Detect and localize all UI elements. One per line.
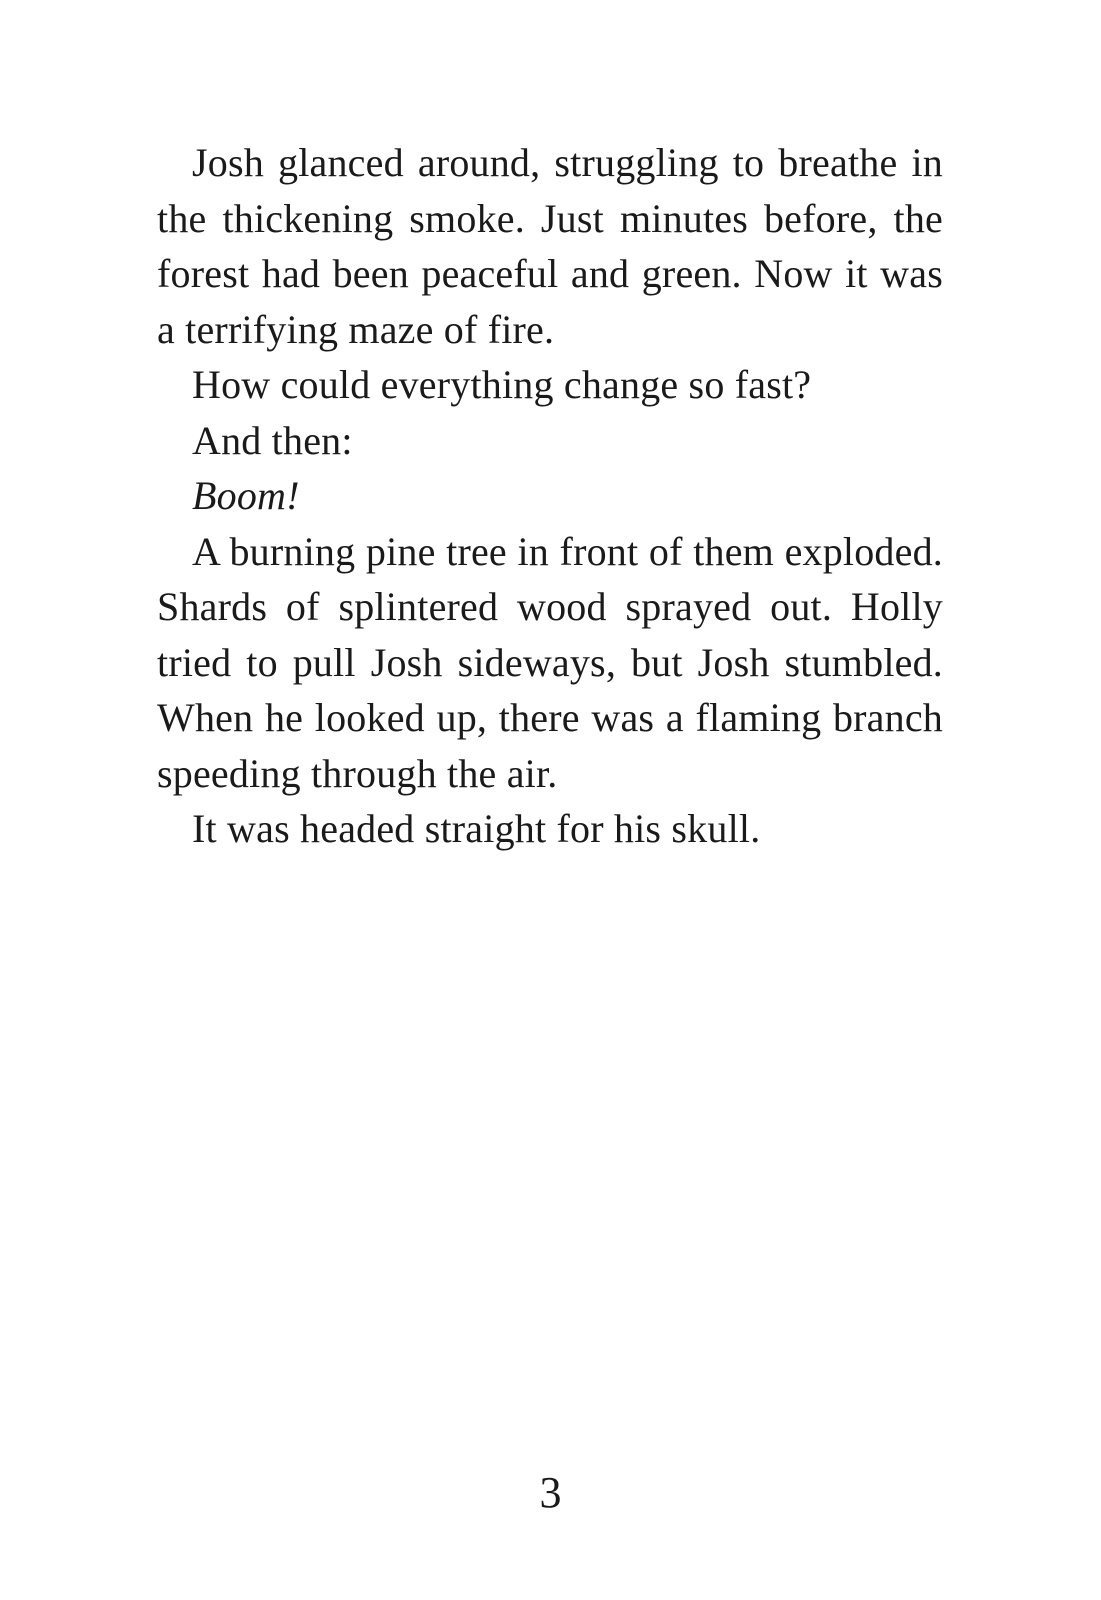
paragraph-boom: Boom! [192,473,300,518]
page-number: 3 [539,1468,562,1517]
paragraph-headed-straight: It was headed straight for his skull. [192,806,761,851]
paragraph-and-then: And then: [192,417,353,463]
paragraph-how-could: How could everything change so fast? [192,362,812,407]
body-text [157,135,943,857]
paragraph-josh-glanced: Josh glanced around, struggling to breathe in the thickening smoke. Just minutes before, the forest had been peaceful and green. Now it was a terrifying maze of fire. [157,140,943,352]
paragraph-burning-pine: A burning pine tree in front of them exploded. Shards of splintered wood sprayed out. Holly tried to pull Josh sideways, but Josh stumbled. When he looked up, there was a flaming branch speeding through the air. [157,528,943,796]
